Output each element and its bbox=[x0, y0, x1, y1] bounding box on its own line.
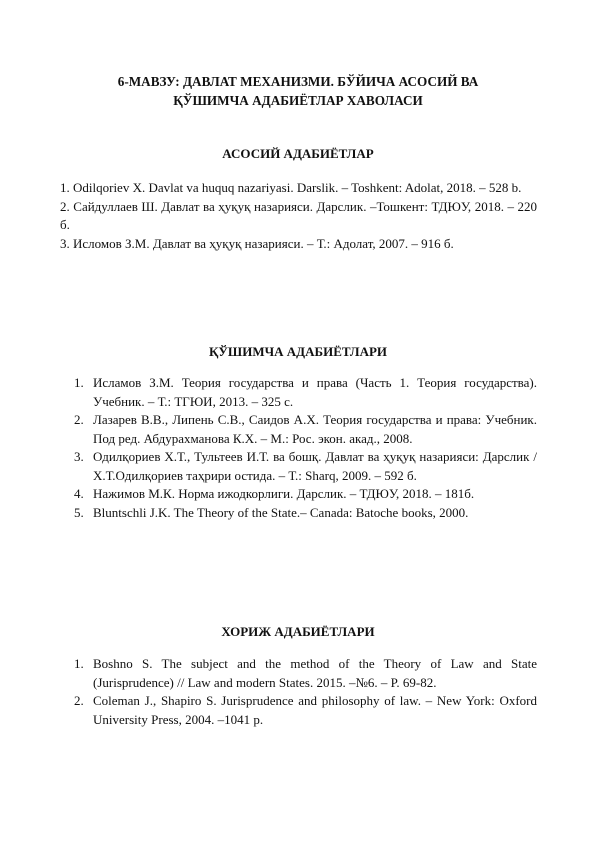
item-text: Boshno S. The subject and the method of the Theory of Law and State (Jurisprudence) // Law and modern States. 2015. –№6. – P. 69-82. bbox=[93, 656, 537, 690]
additional-literature-item-4 bbox=[74, 485, 537, 504]
foreign-literature-item-2 bbox=[74, 692, 537, 729]
item-text: Исламов З.М. Теория государства и права (Часть 1. Теория государства). Учебник. – Т.: ТГЮИ, 2013. – 325 с. bbox=[93, 375, 537, 409]
additional-literature-heading: ҚЎШИМЧА АДАБИЁТЛАРИ bbox=[208, 344, 388, 359]
additional-literature-item-1 bbox=[74, 374, 537, 411]
page-title-line-2: ҚЎШИМЧА АДАБИЁТЛАР ХАВОЛАСИ bbox=[173, 93, 423, 108]
additional-literature-item-2 bbox=[74, 411, 537, 448]
additional-literature-item-5 bbox=[74, 504, 537, 523]
item-text: Coleman J., Shapiro S. Jurisprudence and philosophy of law. – New York: Oxford University Press, 2004. –1041 p. bbox=[93, 693, 537, 727]
item-number: 1. bbox=[74, 375, 84, 390]
page-title-line-1: 6-МАВЗУ: ДАВЛАТ МЕХАНИЗМИ. БЎЙИЧА АСОСИЙ ВА bbox=[117, 74, 479, 89]
item-number: 2. bbox=[74, 693, 84, 708]
item-text: Bluntschli J.K. The Theory of the State.– Canada: Batoche books, 2000. bbox=[93, 504, 469, 520]
foreign-literature-heading: ХОРИЖ АДАБИЁТЛАРИ bbox=[221, 624, 375, 639]
item-number: 4. bbox=[74, 486, 84, 501]
main-literature-item-2: 2. Сайдуллаев Ш. Давлат ва ҳуқуқ назарияси. Дарслик. –Тошкент: ТДЮУ, 2018. – 220 б. bbox=[60, 198, 537, 232]
foreign-literature-item-1 bbox=[74, 655, 537, 692]
main-literature-list bbox=[60, 179, 537, 253]
page-title bbox=[60, 72, 536, 110]
main-literature-heading: АСОСИЙ АДАБИЁТЛАР bbox=[222, 146, 374, 161]
item-number: 2. bbox=[74, 412, 84, 427]
item-number: 1. bbox=[74, 656, 84, 671]
additional-literature-item-3 bbox=[74, 448, 537, 485]
foreign-literature-list bbox=[74, 655, 537, 729]
item-text: Одилқориев Х.Т., Тультеев И.Т. ва бошқ. Давлат ва ҳуқуқ назарияси: Дарслик / Х.Т.Одилқориев таҳрири остида. – Т.: Sharq, 2009. – 592 б. bbox=[93, 449, 537, 483]
main-literature-item-1: 1. Odilqoriev X. Davlat va huquq nazariyasi. Darslik. – Toshkent: Adolat, 2018. – 528 b. bbox=[60, 180, 522, 195]
item-number: 3. bbox=[74, 449, 84, 464]
item-text: Лазарев В.В., Липень С.В., Саидов А.Х. Теория государства и права: Учебник. Под ред. Абдурахманова К.Х. – М.: Рос. экон. акад., 2008. bbox=[93, 412, 537, 446]
item-number: 5. bbox=[74, 504, 84, 520]
item-text: Нажимов М.К. Норма ижодкорлиги. Дарслик. – ТДЮУ, 2018. – 181б. bbox=[93, 486, 475, 501]
additional-literature-list bbox=[74, 374, 537, 522]
main-literature-item-3: 3. Исломов З.М. Давлат ва ҳуқуқ назарияси. – Т.: Адолат, 2007. – 916 б. bbox=[60, 235, 454, 251]
